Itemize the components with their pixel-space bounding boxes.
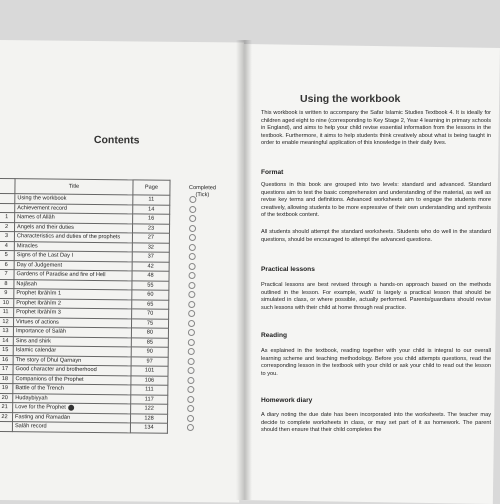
row-number: 12 xyxy=(0,317,14,327)
completed-checkbox[interactable] xyxy=(187,415,194,422)
number-column-header xyxy=(0,178,15,193)
row-number: 15 xyxy=(0,345,13,355)
row-page: 11 xyxy=(133,195,170,205)
completed-checkbox[interactable] xyxy=(188,234,195,241)
row-page: 42 xyxy=(132,261,169,271)
reading-heading: Reading xyxy=(261,332,288,339)
completed-checkbox[interactable] xyxy=(188,272,195,279)
completed-checkbox[interactable] xyxy=(188,310,195,317)
row-page: 111 xyxy=(131,385,168,395)
practical-paragraph: Practical lessons are best revised through a hands-on approach based on the methods outlined in the lesson. For example, wudū' is largely a practical lesson that should be simulated in class, or where possible, actually performed. Parents/guardians should revise such lessons with their child at home through real practice. xyxy=(261,282,491,311)
completed-checkbox[interactable] xyxy=(187,329,194,336)
row-title: Prophet Ibrāhīm 3 xyxy=(16,309,61,316)
row-title: Islamic calendar xyxy=(15,347,57,354)
title-column-header: Title xyxy=(15,179,133,195)
row-title: Hudaybiyyah xyxy=(15,394,48,402)
tick-cell xyxy=(168,357,213,367)
tick-cell xyxy=(169,300,214,310)
row-number xyxy=(0,421,13,431)
row-title: Using the workbook xyxy=(17,195,67,202)
row-page: 27 xyxy=(132,233,169,243)
tick-cell xyxy=(167,414,212,424)
row-title-cell xyxy=(12,422,130,433)
row-number: 9 xyxy=(0,288,14,298)
row-page: 37 xyxy=(132,252,169,262)
row-number: 17 xyxy=(0,364,13,374)
tick-cell xyxy=(168,366,213,376)
tick-cell xyxy=(168,385,213,395)
row-title: Signs of the Last Day I xyxy=(16,252,74,260)
tick-cell xyxy=(168,395,213,405)
tick-cell xyxy=(167,423,212,433)
completed-header-label: Completed xyxy=(188,184,217,192)
row-title: Day of Judgement xyxy=(16,261,63,269)
tick-cell xyxy=(169,262,214,272)
row-number: 4 xyxy=(0,241,14,251)
row-page: 128 xyxy=(130,413,167,423)
row-page: 117 xyxy=(131,394,168,404)
tick-header-label: (Tick) xyxy=(195,192,210,199)
intro-paragraph: This workbook is written to accompany the Safar Islamic Studies Textbook 4. It is ideally for children aged eight to nine (corresponding to Key Stage 2, Year 4 learning in primary schools in England), and aims to help your child revise essential information from the lessons in the textbook. Furthermore, it aims to help students think creatively about what is being taught in order to enable meaningful application of this knowledge in their daily lives. xyxy=(261,110,491,147)
completed-checkbox[interactable] xyxy=(188,263,195,270)
contents-table xyxy=(0,178,216,434)
row-title: Prophet Ibrāhīm 2 xyxy=(16,299,62,307)
row-title: Gardens of Paradise and fire of Hell xyxy=(16,271,106,279)
completed-checkbox[interactable] xyxy=(187,339,194,346)
row-title: Names of Allāh xyxy=(17,214,55,221)
tick-cell xyxy=(168,319,213,329)
row-page: 14 xyxy=(133,204,170,214)
row-title: Love for the Prophet xyxy=(15,404,66,411)
row-title: Good character and brotherhood xyxy=(15,366,97,374)
completed-checkbox[interactable] xyxy=(187,386,194,393)
completed-checkbox[interactable] xyxy=(187,348,194,355)
tick-cell xyxy=(168,328,213,338)
completed-checkbox[interactable] xyxy=(188,301,195,308)
tick-cell xyxy=(169,243,214,253)
completed-checkbox[interactable] xyxy=(188,244,195,251)
completed-checkbox[interactable] xyxy=(189,206,196,213)
completed-checkbox[interactable] xyxy=(188,253,195,260)
tick-cell xyxy=(168,347,213,357)
tick-cell xyxy=(169,252,214,262)
row-number: 8 xyxy=(0,279,14,289)
completed-checkbox[interactable] xyxy=(189,196,196,203)
row-title: Fasting and Ramadān xyxy=(15,413,71,421)
row-title: Prophet Ibrāhīm 1 xyxy=(16,290,62,297)
row-page: 122 xyxy=(131,404,168,414)
homework-diary-heading: Homework diary xyxy=(261,397,313,404)
row-number: 1 xyxy=(0,212,15,222)
row-number: 3 xyxy=(0,231,14,241)
completed-checkbox[interactable] xyxy=(187,424,194,431)
row-page: 65 xyxy=(132,299,169,309)
format-paragraph-2: All students should attempt the standard worksheets. Students who do well in the standard questions, should be encouraged to attempt the advanced questions. xyxy=(261,229,491,243)
tick-cell xyxy=(169,290,214,300)
row-number: 6 xyxy=(0,260,14,270)
tick-cell xyxy=(169,233,214,243)
tick-cell xyxy=(169,271,214,281)
row-title: Achievement record xyxy=(17,204,68,212)
salutation-icon xyxy=(68,404,74,410)
row-page: 106 xyxy=(131,375,168,385)
row-page: 80 xyxy=(131,328,168,338)
row-number: 14 xyxy=(0,336,13,346)
tick-cell xyxy=(169,281,214,291)
row-number: 13 xyxy=(0,326,13,336)
row-page: 90 xyxy=(131,347,168,357)
row-title: Najāsah xyxy=(16,280,38,288)
row-page: 97 xyxy=(131,356,168,366)
tick-cell xyxy=(168,376,213,386)
tick-cell xyxy=(169,309,214,319)
row-page: 23 xyxy=(132,223,169,233)
row-title: Angels and their duties xyxy=(17,223,74,231)
contents-page xyxy=(0,40,244,503)
practical-heading: Practical lessons xyxy=(261,266,315,273)
reading-paragraph: As explained in the textbook, reading together with your child is integral to our overall learning scheme and teaching methodology. Before you child attempts questions, read the corresponding lesson in the textbook with your child or ask your child to read out the lesson to you. xyxy=(261,348,491,377)
completed-checkbox[interactable] xyxy=(187,367,194,374)
homework-diary-paragraph: A diary noting the due date has been incorporated into the worksheets. The teacher may decide to complete worksheets in class, or may set part of it as homework. The parent should then ensure that their child completes the xyxy=(261,412,491,434)
row-number: 19 xyxy=(0,383,13,393)
tick-column-spacer xyxy=(170,180,215,195)
completed-checkbox[interactable] xyxy=(187,405,194,412)
completed-checkbox[interactable] xyxy=(189,215,196,222)
page-column-header: Page xyxy=(133,180,170,195)
row-number: 21 xyxy=(0,402,13,412)
tick-cell xyxy=(168,404,213,414)
row-title: Companions of the Prophet xyxy=(15,375,84,383)
row-title: Battle of the Trench xyxy=(15,385,64,392)
table-row xyxy=(0,421,212,433)
row-number: 7 xyxy=(0,269,14,279)
row-number xyxy=(0,203,15,213)
completed-checkbox[interactable] xyxy=(187,396,194,403)
tick-cell xyxy=(169,224,214,234)
row-page: 75 xyxy=(131,318,168,328)
row-title: Importance of Salāh xyxy=(15,328,67,335)
row-number: 16 xyxy=(0,355,13,365)
row-number: 11 xyxy=(0,307,14,317)
completed-checkbox[interactable] xyxy=(188,320,195,327)
row-number xyxy=(0,193,15,203)
row-number: 18 xyxy=(0,374,13,384)
row-title: The story of Dhul Qarnayn xyxy=(15,356,82,364)
completed-checkbox[interactable] xyxy=(188,291,195,298)
row-number: 20 xyxy=(0,393,13,403)
format-paragraph: Questions in this book are grouped into two levels: standard and advanced. Standard questions aim to test the basic comprehension and understanding of the material, as well as revise key terms and definitions. Advanced worksheets aim to engage the students more creatively, allowing students to be more expressive of their own understanding and synthesis of the textbook content. xyxy=(261,182,491,219)
row-page: 134 xyxy=(130,423,167,433)
row-title: Salāh record xyxy=(14,423,47,430)
completed-checkbox[interactable] xyxy=(187,377,194,384)
row-page: 32 xyxy=(132,242,169,252)
row-number: 10 xyxy=(0,298,14,308)
row-page: 55 xyxy=(132,280,169,290)
completed-checkbox[interactable] xyxy=(187,358,194,365)
tick-cell xyxy=(170,214,215,224)
page-title: Contents xyxy=(93,133,140,147)
completed-checkbox[interactable] xyxy=(189,225,196,232)
row-number: 22 xyxy=(0,412,13,422)
row-page: 16 xyxy=(133,214,170,224)
row-page: 101 xyxy=(131,366,168,376)
row-title: Characteristics and duties of the prophets xyxy=(16,233,121,241)
completed-checkbox[interactable] xyxy=(188,282,195,289)
row-page: 70 xyxy=(132,309,169,319)
book-gutter xyxy=(236,40,252,500)
row-page: 85 xyxy=(131,337,168,347)
section-title: Using the workbook xyxy=(300,93,401,105)
row-page: 60 xyxy=(132,290,169,300)
row-number: 2 xyxy=(0,222,15,232)
row-title: Sins and shirk xyxy=(15,337,52,345)
tick-cell xyxy=(170,205,215,215)
row-number: 5 xyxy=(0,250,14,260)
tick-cell xyxy=(168,338,213,348)
format-heading: Format xyxy=(261,169,284,176)
row-title: Miracles xyxy=(16,242,38,250)
tick-cell xyxy=(170,195,215,205)
row-page: 48 xyxy=(132,271,169,281)
row-title: Virtues of actions xyxy=(16,318,59,326)
